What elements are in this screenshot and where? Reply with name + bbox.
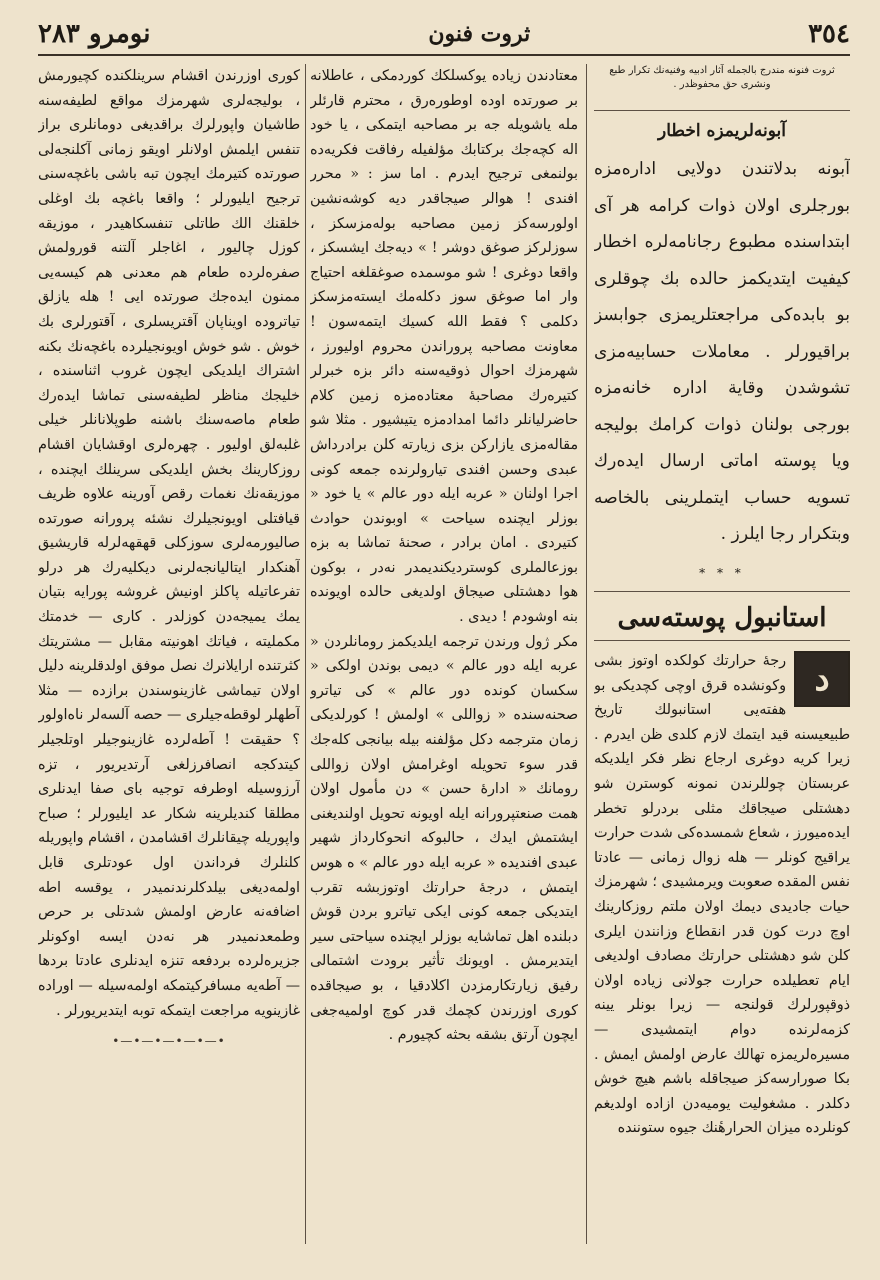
initial-letter: د bbox=[794, 651, 850, 707]
article-paragraph: مكر ژول ورندن ترجمه ايلديكمز رومانلردن « عربه ايله دور عالم » ديمى بوندن اولكى « سكسان كونده دور عالم » كى تياترو صحنه‌سنده « زواللى » اولمش ! كورلديكى زمان مترجمه دكل مؤلفنه بيله بيانجى كله‌جك قدر سوء تحويله اوغرامش اولان زواللى رومانك « ادارهٔ حسن » دن مأمول اولان همت صنعتپرورانه ايله اويونه تحويل اولنديغنى ايشتمش ايدك ، حالبوكه انحوكارداز شهير عبدى افنديده « عربه ايله دور عالم » ه هوس ايتمش ، درجهٔ حرارتك اوتوزبشه تقرب ايتديكى جمعه كونى ايكى تياترو بردن قوش دبلنده اهل تماشايه بوزلر ايچنده سياحتى سير ايتديرمش . اويونك تأثير برودت اشتمالى رفيق زيارتكارمزدن اكلادقيا ، بو صيجاقده كورى اوزرندن كچمك قدر كوچ اولميه‌جغى ايچون آرتق بشقه بحثه كچيورم . bbox=[310, 633, 578, 1044]
journal-title: ثروت فنون bbox=[428, 21, 531, 47]
middle-column bbox=[310, 64, 578, 1244]
page-header bbox=[38, 14, 850, 56]
article-paragraph: كورى اوزرندن اقشام سرينلكنده كچيورمش ، بوليجه‌لرى شهرمزك مواقع لطيفه‌سنه طاشيان واپورلرك براقديغى دومانلرى براز تنفس ايلمش اولانلر اويقو زمانى آكلنجه‌لى صورتده كتيرمك ايچون تبه باشى باغچه‌سنى ترجيح ايليورلر ؛ واقعا باغچه بك اوغلى خلقنك الك طاتلى تنفسكاهيدر ، موزيقه كوزل چاليور ، اغاجلر آلتنه قورولمش صفره‌لرده طعام هم معدنى هم كيسه‌يى ممنون ايده‌جك صورتده ايى ! هله يازلق تياتروده اويناپان آقتريسلرى ، آقتورلرى بك خوش . شو خوش اويونجيلرده باغچه‌نك بكنه اشتراك ايلديكى ايچون غروب اثناسنده ، خليجك مناظر لطيفه‌سنى تماشا ايده‌رك طعام ماصه‌سنك باشنه طوپلانانلر خيلى غلبه‌لق اوليور . چهره‌لرى اوقشايان اقشام روزكارينك بخش ايلديكى سرينلك ايچنده ، موزيقه‌نك نغمات رقص آورينه علاوه ظريف قيافتلى اويونجيلرك نشئه پرورانه صورتده صاليورمه‌لرى سوزكلى قهقهه‌لرله قاريشيق آهنكدار ايتاليانجه‌لرنى ديكليه‌رك هر درلو تفرعاتيله پاكلز اونيش غروشه پورايه بتيان يمك يميجه‌دن كوزلدر . كارى — خدمتك مكمليته ، فياتك اهونيته مقابل — مشتريتك كثرتنده ارايلانرك نصل موفق اولدقلرينه دليل اولان تيماشى غازينوسندن برازده — مثلا آطهلر لوقطه‌جيلرى — حصه آلسه‌لر ناه‌اولور ؟ حقيقت ! آطه‌لرده غازينوجيلر اوتلجيلر كيتدكجه انصافرزلغى آرتديريور ، تزه آرزوسيله اوطرفه توجيه باى صفا ايدنلرى مطلقا كنديلرينه شكار عد ايليورلر ؛ صباح واپوريله چيقانلرك اقشامدن ، اقشام واپوريله كلنلرك فرداندن اول عودتلرى قابل اولمه‌ديغى بيلدكلرندنميدر ، يوقسه اطه اضافه‌نه عارض اولمش شدتلى بر حرص وطمعدنميدر هر نه‌دن ايسه اوكونلر جزيره‌لرده بردفعه تنزه ايدنلرى عادتا بردها — آطه‌يه مسافركيتمكه اولمه‌سيله — اوراده غازينويه مراجعت ايتمكه توبه ايتديريورلر . bbox=[38, 68, 300, 1019]
divider-line bbox=[594, 110, 850, 111]
section-title: استانبول پوسته‌سى bbox=[594, 598, 850, 641]
article-paragraph: معتادندن زياده يوكسلكك كوردمكى ، عاطلانه بر صورتده اوده اوطوره‌رق ، محترم قارئلر مله ياشويله‌ جه بر مصاحبه ايتمكى ، يا خود اله كچه‌جك بركتابك مؤلفيله رفاقت فكريه‌ده بولنمغى ترجيح ايدرم . اما سز : « محرر افندى ! هوالر صيجاقدر ديه كوشه‌نشين اولورسه‌كز زمين مصاحبه بوله‌مزسكز ، سوزلركز صوغق دوشر ! » ديه‌جك ايشسكز ، واقعا دوغرى ! شو موسمده صوغقلغه احتياج وار اما صوغق سوز دكله‌مك ايسته‌مزسكز دكلمى ؟ فقط الله كسيك ايتمه‌سون ! معاونت مصاحبه پروراندن محروم اوليورز ، شهرمزك احوال ذوقيه‌سنه دائر بزه خبرلر كتيره‌رك مصاحبهٔ معتاده‌مزه زمين كلام حاضرليانلر دائما امداد‌مزه يتيشيور . مثلا شو مقاله‌مزى يازاركن بزى زيارته كلن برادرداش عبدى وحسن افندى تيارولرنده جمعه كونى اجرا اولنان « عربه ايله دور عالم » يا خود « بوزلر ايچنده سياحت » اوبوندن حوادث كتيردى . امان برادر ، صحنهٔ تماشا به بزه بوزعالملرى كوسترديكنديمدر نه‌در ، بوكون هوا دهشتلى صيجاق اولديغى حالده اويونده بنه اوشودم ! ديدى . bbox=[310, 68, 578, 626]
newspaper-page bbox=[38, 14, 850, 1264]
issue-number: نومرو ٢٨٣ bbox=[38, 19, 151, 49]
column-divider-right bbox=[586, 64, 587, 1244]
notice-body: آبونه بدلاتندن دولايى اداره‌مزه بورجلرى اولان ذوات كرامه هر آى ابتداسنده مطبوع رجانامه‌لره اخطار كيفيت ايتديكمز حالده بك چوقلرى بو بابده‌كى مراجعتلريمزى جوابسز براقيورلر . معاملات حسابيه‌مزى تشوشدن وقاية اداره خانه‌مزه بورجى بولنان ذوات كرامك بوليجه ويا پوسته اماتى ارسال ايده‌رك تسويه حساب ايتملرينى بالخاصه وبتكرار رجا ايلرز . bbox=[594, 159, 850, 544]
divider-line bbox=[594, 591, 850, 592]
page-number: ٣٥٤ bbox=[808, 19, 850, 49]
column-divider-left bbox=[305, 64, 306, 1244]
notice-title: آبونه‌لريمزه اخطار bbox=[658, 121, 786, 141]
section-body: رجهٔ حرارتك كولكده اوتوز بشى وكونشده قرق اوچى كچديكى بو هفته‌يى استانبولك تاريخ طبيعيسنه قيد ايتمك لازم كلدى ظن ايدرم . زيرا كريه دوغرى ارجاع نظر فكر ايلديكه عربستان چوللرندن نمونه كوسترن شو دهشتلى صيجاقك مثلى بردرلو تخطر ايده‌ميورز ، شعاع شمسده‌كى شدت حرارت يراقيج كونلر — هله زوال زمانى — عادتا نفس المقده صعوبت ويرمشيدى ؛ شهرمزك حيات جاديدى ديمك اولان ملتم روزكارينك اوچ درت كون قدر انقطاع وزانندن ايلرى كلن شو دهشتلى حرارتك مصادف اولديغى ايام تعطيلده حرارت جولانى زياده اولان ذوقپورلرك قولنجه — زيرا بونلر يينه كزمه‌لرنده دوام ايتمشيدى — مسيره‌لريمزه تهالك عارض اولمش ايمش . بكا صورارسه‌كز صيجاقله باشم هيچ خوش دكلدر . مشغوليت يوميه‌دن ازاده اولديغم كونلرده ميزان الحرارهٔنك جيوه ستوننده bbox=[594, 653, 850, 1137]
right-column bbox=[594, 64, 850, 1244]
copyright-note: ثروت فنونه مندرج بالجمله آثار ادبيه وفنيه‌نك تكرار طبع ونشرى حق محفوظدر . bbox=[609, 65, 835, 90]
section-separator: * * * bbox=[699, 565, 745, 580]
end-ornament: •—•—•—•—•—• bbox=[112, 1034, 226, 1049]
left-column bbox=[38, 64, 300, 1244]
